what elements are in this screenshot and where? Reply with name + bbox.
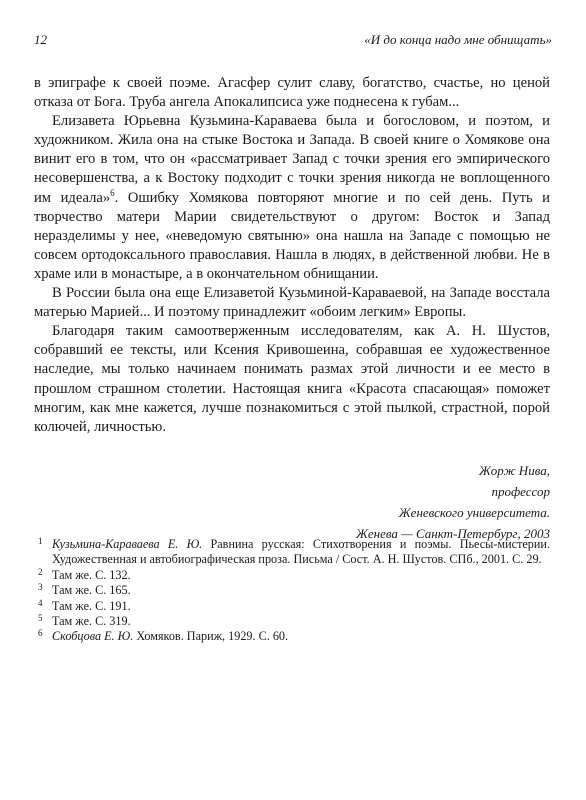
footnote-5: [38, 613, 550, 629]
paragraph-1: в эпиграфе к своей поэме. Агасфер сулит славу, богатство, счастье, но ценой отказа от Бога. Труба ангела Апокалипсиса уже поднесена к губам...: [34, 75, 550, 111]
signature-title: профессор: [491, 484, 550, 499]
signature-affiliation: Женевского университета.: [398, 505, 550, 520]
paragraph-2: [34, 112, 550, 284]
page-header: [34, 32, 552, 52]
footnote-number: 6: [38, 628, 43, 639]
footnote-text: Хомяков. Париж, 1929. С. 60.: [133, 629, 289, 644]
page-number: 12: [34, 32, 47, 47]
footnote-text: Там же. С. 165.: [52, 583, 131, 598]
running-title: «И до конца надо мне обнищать»: [364, 32, 552, 47]
main-text: [34, 74, 550, 437]
footnote-number: 3: [38, 582, 43, 593]
footnote-text: Равнина русская: Стихотворения и поэмы. Пьесы-мистерии. Художественная и автобиографическая проза. Письма / Сост. А. Н. Шустов. СПб., 2001. С. 29.: [52, 537, 550, 567]
footnote-text: Там же. С. 191.: [52, 598, 131, 613]
footnotes: [38, 536, 550, 645]
footnote-text: Там же. С. 319.: [52, 614, 131, 629]
footnote-number: 5: [38, 613, 43, 624]
paragraph-4: Благодаря таким самоотверженным исследователям, как А. Н. Шустов, собравший ее тексты, или Ксения Кривошеина, собравшая ее художественное наследие, мы только начинаем понимать размах этой личности и ее место в прошлом страшном столетии. Настоящая книга «Красота спасающая» поможет многим, как мне кажется, лучше познакомиться с этой пылкой, страстной, порой колючей, личностью.: [34, 323, 550, 435]
footnote-author: Скобцова Е. Ю.: [52, 629, 134, 644]
paragraph-3: В России была она еще Елизаветой Кузьминой-Караваевой, на Западе восстала матерью Марией... И поэтому принадлежит «обоим легким» Европы.: [34, 285, 550, 321]
footnote-4: [38, 597, 550, 614]
paragraph-2-rest: . Ошибку Хомякова повторяют многие и по сей день. Путь и творчество матери Марии свидетельствуют о другом: Восток и Запад неразделимы у нее, «неведомую святыню» она нашла на Западе с помощью не совсем ортодоксального православия. Нашла в людях, в действенной любви. Не в храме или в монастыре, а в окончательном обнищании.: [34, 189, 550, 282]
signature-block: [356, 460, 550, 544]
footnote-number: 4: [38, 597, 43, 608]
footnote-2: [38, 566, 550, 583]
footnote-number: 1: [38, 536, 43, 546]
footnote-number: 2: [38, 566, 43, 577]
footnote-1: [38, 536, 550, 568]
footnote-3: [38, 582, 550, 598]
footnote-author: Кузьмина-Караваева Е. Ю.: [52, 537, 203, 551]
footnote-text: Там же. С. 132.: [52, 567, 131, 582]
paragraph-2-text: Елизавета Юрьевна Кузьмина-Караваева была и богословом, и поэтом, и художником. Жила она на стыке Востока и Запада. В своей книге о Хомякове она винит его в том, что он «рассматривает Запад с точки зрения его эмпирического несовершенства, а к Востоку подходит с точки зрения никогда не воплощенного им идеала»: [34, 113, 550, 206]
footnote-ref-6[interactable]: 6: [110, 187, 115, 198]
footnote-6: [38, 628, 550, 644]
signature-place-date: Женева — Санкт-Петербург, 2003: [355, 526, 550, 541]
signature-name: Жорж Нива,: [479, 463, 550, 478]
